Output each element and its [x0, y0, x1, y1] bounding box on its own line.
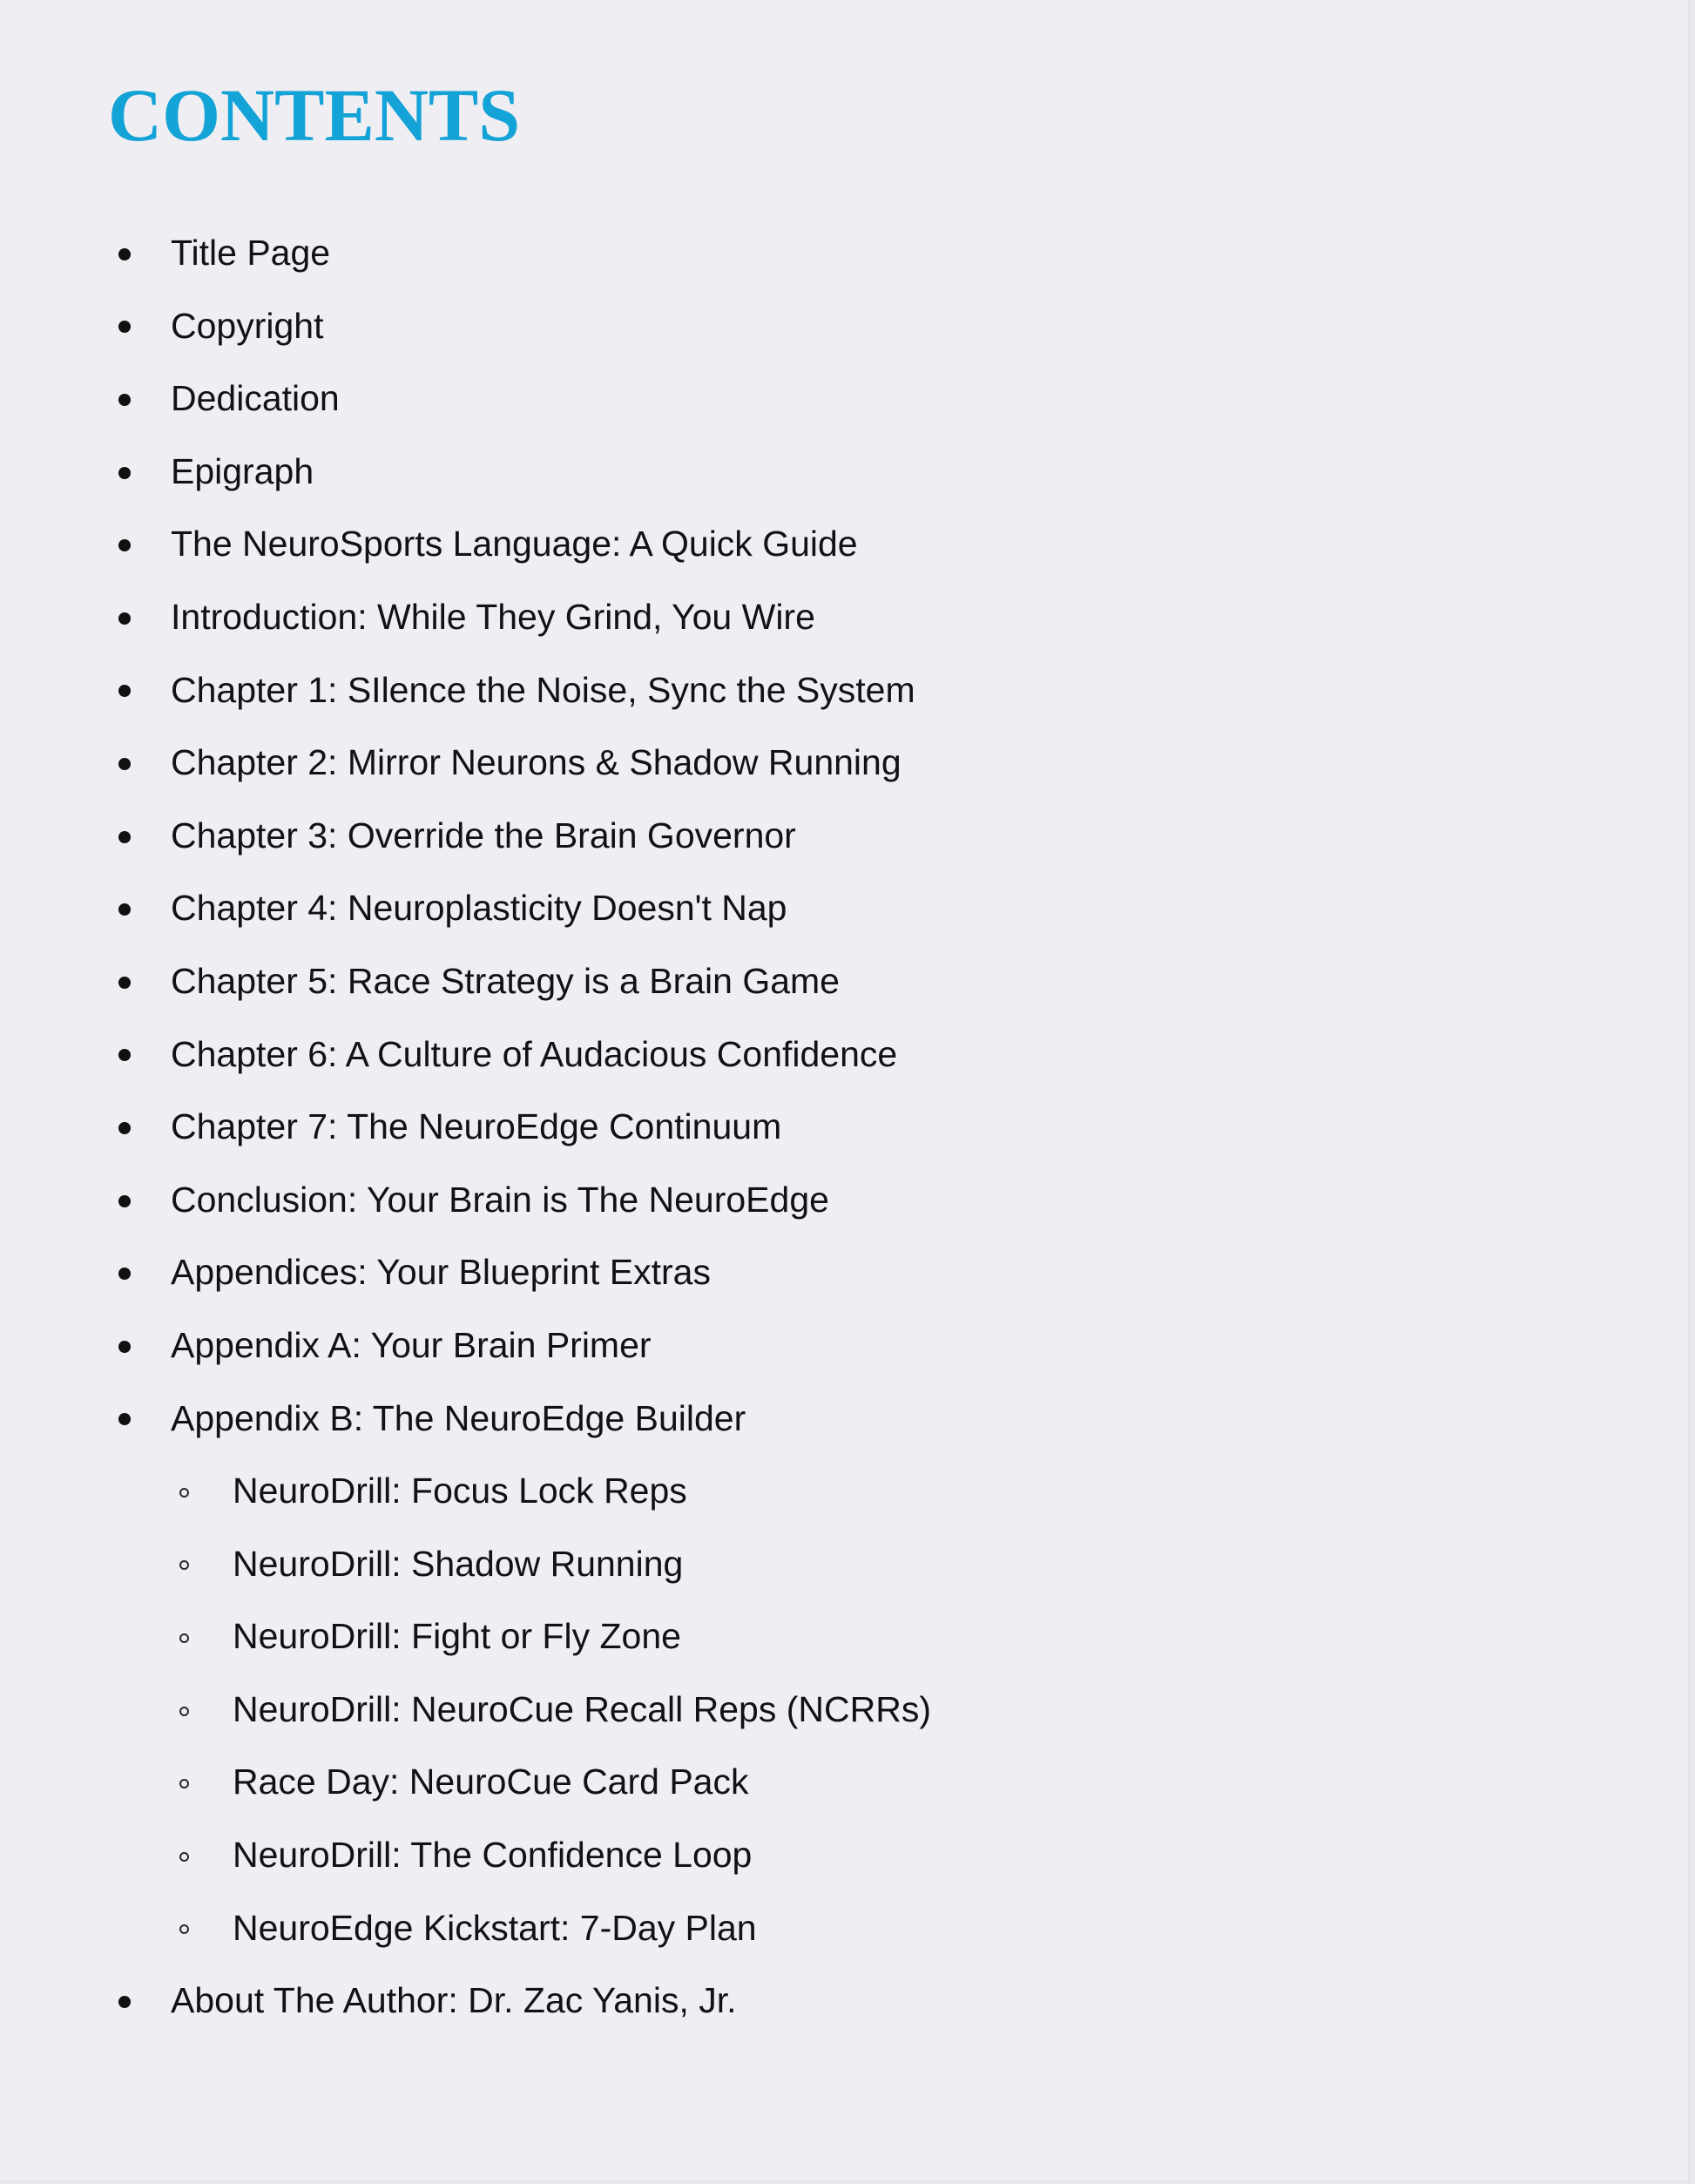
toc-subitem-label[interactable]: NeuroDrill: NeuroCue Recall Reps (NCRRs) — [233, 1688, 931, 1729]
toc-item-label[interactable]: Chapter 1: SIlence the Noise, Sync the System — [171, 669, 915, 710]
toc-subitem-label[interactable]: NeuroDrill: Focus Lock Reps — [233, 1471, 687, 1511]
toc-item-label[interactable]: Appendix B: The NeuroEdge Builder — [171, 1397, 746, 1438]
filled-bullet-icon — [118, 394, 131, 406]
contents-heading: CONTENTS — [108, 73, 521, 157]
filled-bullet-icon — [118, 539, 131, 551]
hollow-bullet-icon — [179, 1633, 189, 1643]
filled-bullet-icon — [118, 1195, 131, 1207]
hollow-bullet-icon — [179, 1779, 189, 1788]
hollow-bullet-icon — [179, 1924, 189, 1934]
hollow-bullet-icon — [179, 1707, 189, 1716]
filled-bullet-icon — [118, 467, 131, 479]
toc-item-label[interactable]: The NeuroSports Language: A Quick Guide — [171, 524, 858, 565]
filled-bullet-icon — [118, 1268, 131, 1280]
toc-item-label[interactable]: Chapter 6: A Culture of Audacious Confidence — [171, 1033, 898, 1074]
toc-item-label[interactable]: Dedication — [171, 378, 340, 419]
filled-bullet-icon — [118, 1341, 131, 1353]
hollow-bullet-icon — [179, 1852, 189, 1862]
toc-subitem-label[interactable]: Race Day: NeuroCue Card Pack — [233, 1761, 749, 1802]
toc-item-label[interactable]: Chapter 5: Race Strategy is a Brain Game — [171, 960, 840, 1001]
filled-bullet-icon — [118, 1413, 131, 1425]
filled-bullet-icon — [118, 977, 131, 989]
filled-bullet-icon — [118, 685, 131, 697]
toc-item-label[interactable]: Introduction: While They Grind, You Wire — [171, 596, 815, 637]
hollow-bullet-icon — [179, 1488, 189, 1498]
filled-bullet-icon — [118, 1122, 131, 1134]
filled-bullet-icon — [118, 758, 131, 770]
filled-bullet-icon — [118, 903, 131, 916]
toc-item-label[interactable]: Title Page — [171, 233, 331, 273]
toc-subitem-label[interactable]: NeuroEdge Kickstart: 7-Day Plan — [233, 1907, 757, 1948]
toc-item-label[interactable]: Chapter 3: Override the Brain Governor — [171, 815, 796, 855]
toc-item-label[interactable]: Conclusion: Your Brain is The NeuroEdge — [171, 1179, 829, 1220]
toc-subitem-label[interactable]: NeuroDrill: The Confidence Loop — [233, 1835, 753, 1876]
toc-subitem-label[interactable]: NeuroDrill: Fight or Fly Zone — [233, 1616, 681, 1657]
toc-item-label[interactable]: Appendices: Your Blueprint Extras — [171, 1252, 711, 1293]
filled-bullet-icon — [118, 321, 131, 333]
filled-bullet-icon — [118, 612, 131, 625]
toc-item-label[interactable]: About The Author: Dr. Zac Yanis, Jr. — [171, 1980, 737, 2021]
toc-subitem-label[interactable]: NeuroDrill: Shadow Running — [233, 1543, 684, 1584]
toc-item-label[interactable]: Chapter 2: Mirror Neurons & Shadow Running — [171, 742, 902, 783]
toc-item-label[interactable]: Epigraph — [171, 450, 314, 491]
toc-item-label[interactable]: Appendix A: Your Brain Primer — [171, 1324, 652, 1365]
hollow-bullet-icon — [179, 1560, 189, 1570]
toc-item-label[interactable]: Chapter 4: Neuroplasticity Doesn't Nap — [171, 888, 787, 929]
filled-bullet-icon — [118, 1996, 131, 2008]
filled-bullet-icon — [118, 1049, 131, 1061]
filled-bullet-icon — [118, 248, 131, 260]
toc-item-label[interactable]: Chapter 7: The NeuroEdge Continuum — [171, 1106, 782, 1147]
toc-item-label[interactable]: Copyright — [171, 305, 324, 346]
filled-bullet-icon — [118, 831, 131, 843]
